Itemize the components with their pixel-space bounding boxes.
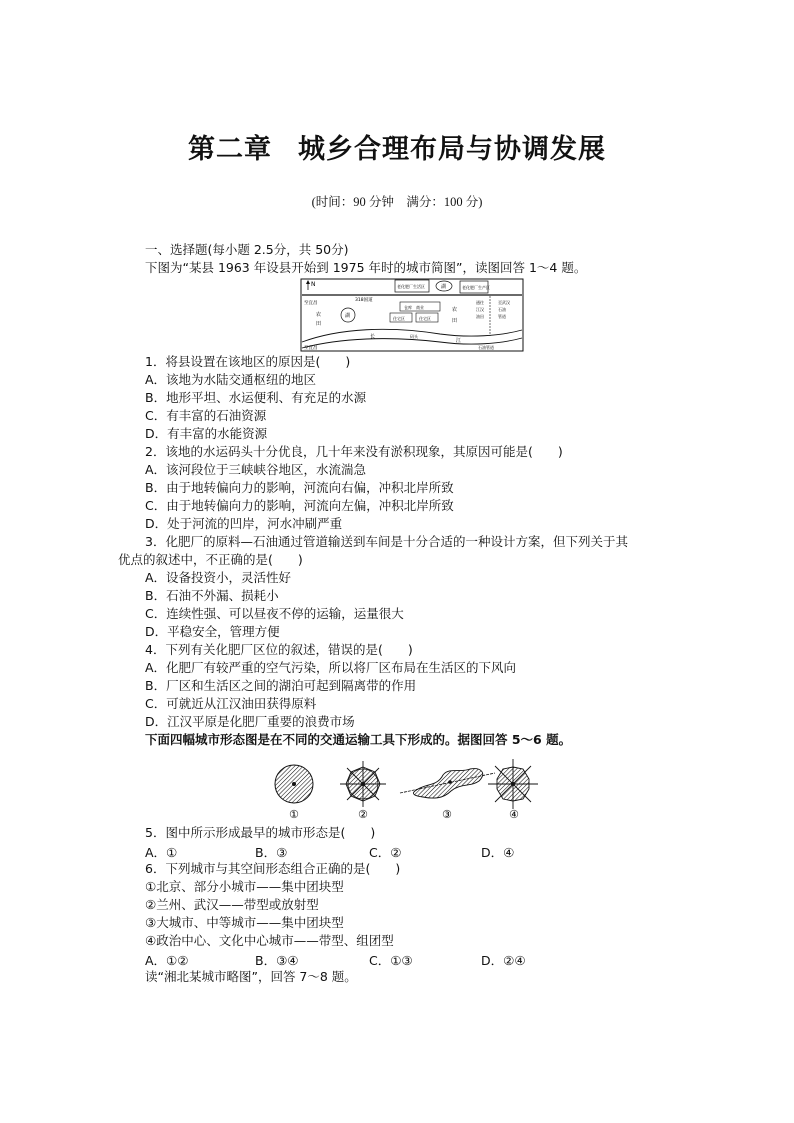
right-label-6: 管道 bbox=[498, 314, 506, 319]
q5-option-d: D．④ bbox=[481, 845, 515, 860]
road-label: 318国道 bbox=[355, 298, 373, 303]
chapter-name: 城乡合理布局与协调发展 bbox=[298, 134, 606, 165]
farmland-mid-1: 农 bbox=[452, 307, 458, 313]
commerce-label: 仓库 商业 bbox=[404, 305, 424, 310]
q4-option-a: A．化肥厂有较严重的空气污染，所以将厂区布局在生活区的下风向 bbox=[145, 660, 517, 675]
farmland-left-1: 农 bbox=[316, 312, 322, 318]
q3-stem-line1: 3．化肥厂的原料—石油通过管道输送到车间是十分合适的一种设计方案，但下列关于其 bbox=[145, 534, 628, 549]
north-label: N bbox=[311, 281, 316, 288]
q3-option-c: C．连续性强、可以昼夜不停的运输，运量很大 bbox=[145, 606, 404, 621]
q6-option-a: A．①② bbox=[145, 953, 189, 968]
section-heading: 一、选择题(每小题 2.5分，共 50分) bbox=[145, 242, 349, 257]
q4-option-b: B．厂区和生活区之间的湖泊可起到隔离带的作用 bbox=[145, 678, 417, 693]
river-mark-1: 长 bbox=[370, 334, 376, 340]
figure-1-label: ① bbox=[289, 808, 299, 821]
q4-option-d: D．江汉平原是化肥厂重要的浪费市场 bbox=[145, 714, 355, 729]
life-zone-label: 老化肥厂生活区 bbox=[397, 284, 425, 289]
q1-option-c: C．有丰富的石油资源 bbox=[145, 408, 267, 423]
q5-option-a: A．① bbox=[145, 845, 178, 860]
figure-2-radial bbox=[340, 761, 386, 807]
figure-2-label: ② bbox=[358, 808, 368, 821]
chapter-title bbox=[0, 127, 794, 166]
town-label-bottom: 至宜昌 bbox=[304, 346, 318, 351]
q1-option-b: B．地形平坦、水运便利、有充足的水源 bbox=[145, 390, 367, 405]
chapter-number: 第二章 bbox=[188, 134, 272, 165]
right-label-4: 至武汉 bbox=[498, 300, 510, 305]
q3-option-d: D．平稳安全，管理方便 bbox=[145, 624, 280, 639]
section-intro: 下图为“某县 1963 年设县开始到 1975 年时的城市简图”，读图回答 1～4 题。 bbox=[145, 260, 587, 275]
q4-option-c: C．可就近从江汉油田获得原料 bbox=[145, 696, 317, 711]
residential-label-1: 住宅区 bbox=[393, 316, 405, 321]
q2-option-d: D．处于河流的凹岸，河水冲刷严重 bbox=[145, 516, 343, 531]
town-label-left: 至宜昌 bbox=[304, 301, 318, 306]
q6-option-c: C．①③ bbox=[369, 953, 413, 968]
q3-option-a: A．设备投资小，灵活性好 bbox=[145, 570, 292, 585]
q5-option-b: B．③ bbox=[255, 845, 288, 860]
q5-option-c: C．② bbox=[369, 845, 402, 860]
figure-4-label: ④ bbox=[509, 808, 519, 821]
q2-option-a: A．该河段位于三峡峡谷地区，水流湍急 bbox=[145, 462, 367, 477]
q3-stem-line2: 优点的叙述中，不正确的是( ) bbox=[118, 552, 303, 567]
dock-label: 码头 bbox=[410, 334, 418, 339]
q1-option-d: D．有丰富的水能资源 bbox=[145, 426, 268, 441]
q2-option-c: C．由于地转偏向力的影响，河流向左偏，冲积北岸所致 bbox=[145, 498, 454, 513]
q6-stem: 6．下列城市与其空间形态组合正确的是( ) bbox=[145, 861, 401, 876]
lake-label: 湖 bbox=[441, 284, 447, 290]
intro-5-6: 下面四幅城市形态图是在不同的交通运输工具下形成的。据图回答 5～6 题。 bbox=[145, 732, 572, 747]
q5-options bbox=[145, 843, 565, 861]
q1-stem: 1．将县设置在该地区的原因是( ) bbox=[145, 354, 351, 369]
city-form-figures bbox=[265, 753, 555, 821]
right-label-3: 油田 bbox=[476, 314, 484, 319]
q1-option-a: A．该地为水陆交通枢纽的地区 bbox=[145, 372, 317, 387]
q6-option-b: B．③④ bbox=[255, 953, 299, 968]
q5-stem: 5．图中所示形成最早的城市形态是( ) bbox=[145, 825, 376, 840]
right-label-1: 通往 bbox=[476, 300, 484, 305]
residential-label-2: 住宅区 bbox=[419, 316, 431, 321]
q2-option-b: B．由于地转偏向力的影响，河流向右偏，冲积北岸所致 bbox=[145, 480, 454, 495]
q6-item-2: ②兰州、武汉——带型或放射型 bbox=[145, 897, 319, 912]
farmland-mid-2: 田 bbox=[452, 318, 458, 324]
river-right-label: 石油管道 bbox=[478, 345, 494, 350]
q6-options bbox=[145, 951, 565, 969]
county-city-map bbox=[300, 278, 524, 352]
right-label-2: 江汉 bbox=[476, 307, 484, 312]
q2-stem: 2．该地的水运码头十分优良，几十年来没有淤积现象，其原因可能是( ) bbox=[145, 444, 563, 459]
q6-option-d: D．②④ bbox=[481, 953, 526, 968]
lake-small-label: 湖 bbox=[345, 313, 351, 319]
figure-3-linear bbox=[400, 769, 495, 798]
q6-item-3: ③大城市、中等城市——集中团块型 bbox=[145, 915, 344, 930]
farmland-left-2: 田 bbox=[316, 321, 322, 327]
figure-4-cluster bbox=[488, 759, 538, 809]
production-zone-label: 老化肥厂生产区 bbox=[462, 285, 490, 290]
figure-1-compact bbox=[275, 765, 313, 803]
q4-stem: 4．下列有关化肥厂区位的叙述，错误的是( ) bbox=[145, 642, 413, 657]
q3-option-b: B．石油不外漏、损耗小 bbox=[145, 588, 279, 603]
intro-7-8: 读“湘北某城市略图”，回答 7～8 题。 bbox=[145, 969, 357, 984]
q6-item-1: ①北京、部分小城市——集中团块型 bbox=[145, 879, 344, 894]
figure-3-label: ③ bbox=[442, 808, 452, 821]
q6-item-4: ④政治中心、文化中心城市——带型、组团型 bbox=[145, 933, 394, 948]
river-mark-2: 江 bbox=[456, 338, 462, 344]
right-label-5: 石油 bbox=[498, 307, 506, 312]
time-info: (时间：90 分钟 满分：100 分) bbox=[311, 195, 483, 209]
